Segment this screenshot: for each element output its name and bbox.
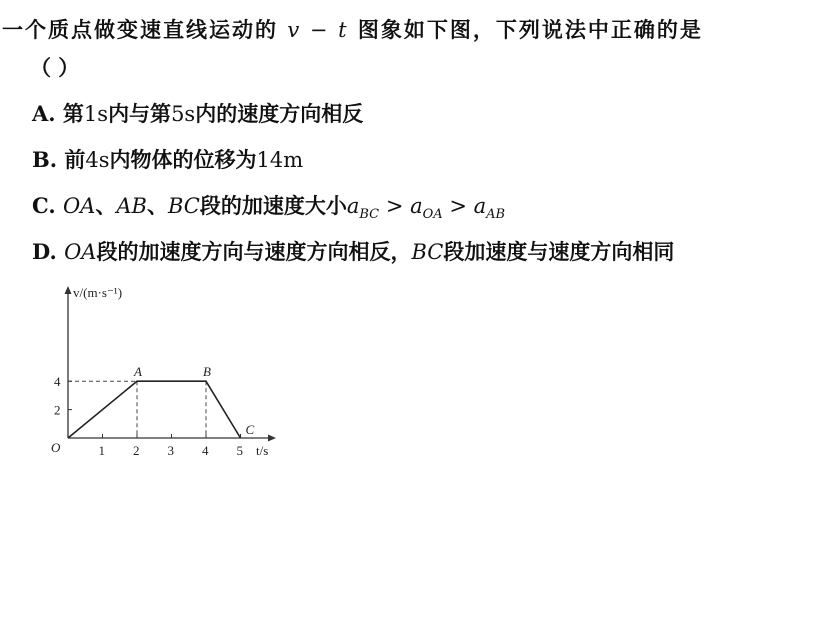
option-a-value-1: 1s (83, 102, 109, 126)
segment-ab: AB (116, 194, 147, 218)
stem-text-2: 图象如下图，下列说法中正确的是 (357, 17, 703, 42)
option-b-value-1: 4s (85, 148, 110, 172)
option-a-text-3: 内的速度方向相反 (195, 101, 364, 126)
option-b-text-1: 前 (64, 147, 86, 172)
y-axis-label: v/(m·s⁻¹) (73, 285, 123, 300)
option-b[interactable] (32, 144, 303, 174)
option-a[interactable] (32, 98, 363, 128)
x-tick-label-4: 4 (202, 443, 209, 458)
option-c-letter: C. (32, 193, 56, 218)
option-a-text-1: 第 (62, 101, 84, 126)
y-tick-label-4: 4 (54, 374, 61, 390)
vt-graph (40, 282, 290, 462)
segment-oa: OA (62, 194, 96, 218)
stem-text-1: 一个质点做变速直线运动的 (2, 17, 278, 42)
series-line (68, 381, 241, 438)
accel-bc: a (346, 194, 360, 218)
point-labels (133, 364, 255, 437)
x-axis-arrow (268, 435, 276, 442)
segment-oa-d: OA (64, 240, 97, 264)
axes (65, 286, 277, 442)
sep-1: 、 (95, 193, 117, 218)
option-d-letter: D. (32, 239, 57, 264)
point-label-B: B (203, 364, 211, 380)
accel-oa: a (410, 194, 423, 218)
sep-2: 、 (146, 193, 168, 218)
segment-bc: BC (167, 194, 200, 218)
option-a-letter: A. (32, 101, 56, 126)
option-a-text-2: 内与第 (108, 101, 172, 126)
segment-bc-d: BC (411, 240, 444, 264)
x-tick-label-3: 3 (167, 443, 174, 458)
option-d-text-2: 段加速度与速度方向相同 (443, 239, 675, 264)
answer-blank: （ ） (30, 55, 80, 80)
accel-ab-sub: AB (486, 207, 506, 223)
gt-1: > (379, 194, 411, 218)
y-tick-label-2: 2 (54, 402, 61, 418)
y-axis-arrow (65, 286, 72, 294)
origin-label: O (51, 440, 61, 455)
point-label-A: A (134, 364, 142, 380)
option-c[interactable] (32, 190, 505, 222)
point-label-C: C (245, 422, 255, 437)
accel-oa-sub: OA (422, 207, 443, 223)
option-d-text-1: 段的加速度方向与速度方向相反， (96, 239, 412, 264)
option-d[interactable] (32, 236, 674, 266)
option-a-value-2: 5s (171, 102, 196, 126)
stem-math: v − t (287, 18, 349, 42)
gt-2: > (442, 194, 474, 218)
option-c-text: 段的加速度大小 (199, 193, 347, 218)
accel-bc-sub: BC (359, 207, 380, 223)
ticks (54, 374, 243, 458)
option-b-value-2: 14m (256, 148, 304, 172)
accel-ab: a (473, 194, 487, 218)
question-stem (2, 14, 703, 44)
option-b-text-2: 内物体的位移为 (109, 147, 257, 172)
x-tick-label-1: 1 (98, 443, 105, 458)
x-tick-label-5: 5 (236, 443, 243, 458)
guide-lines (68, 381, 206, 438)
x-axis-label: t/s (256, 443, 269, 458)
option-b-letter: B. (32, 147, 58, 172)
x-tick-label-2: 2 (133, 443, 140, 458)
